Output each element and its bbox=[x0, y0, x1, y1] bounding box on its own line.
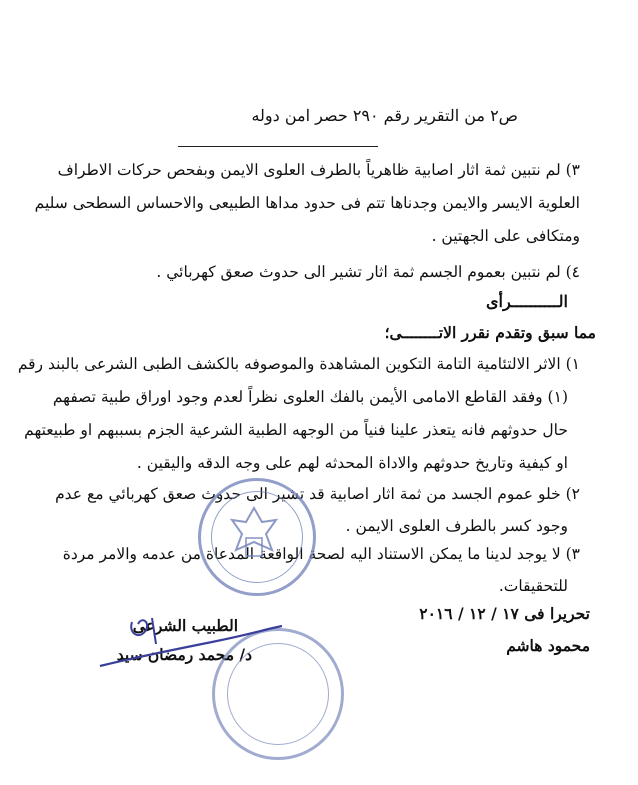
conclusion-line-8: للتحقيقات. bbox=[498, 577, 568, 595]
signature-title: الطبيب الشرعى bbox=[132, 616, 238, 635]
finding-line-1: ٣) لم نتبين ثمة اثار اصابية ظاهرياً بالطرف العلوى الايمن وبفحص حركات الاطراف bbox=[57, 161, 580, 179]
conclusion-intro: مما سبق وتقدم نقرر الاتــــــــى؛ bbox=[384, 323, 596, 342]
conclusion-line-7: ٣) لا يوجد لدينا ما يمكن الاستناد اليه لصحة الواقعة المدعاة من عدمه والامر مردة bbox=[62, 545, 580, 563]
finding-line-2: العلوية الايسر والايمن وجدناها تتم فى حدود مداها الطبيعى والاحساس السطحى سليم bbox=[34, 194, 580, 212]
clerk-name: محمود هاشم bbox=[506, 636, 590, 655]
conclusion-line-2: (١) وفقد القاطع الامامى الأيمن بالفك العلوى نظراً لعدم وجود اوراق طبية تصفهم bbox=[52, 388, 568, 406]
page-header: ص٢ من التقرير رقم ٢٩٠ حصر امن دوله bbox=[251, 106, 518, 125]
finding-line-4: ٤) لم نتبين بعموم الجسم ثمة اثار تشير الى حدوث صعق كهربائي . bbox=[156, 263, 580, 281]
conclusion-line-5: ٢) خلو عموم الجسد من ثمة اثار اصابية قد تشير الى حدوث صعق كهربائي مع عدم bbox=[55, 485, 580, 503]
header-divider bbox=[178, 146, 378, 147]
conclusion-line-4: او كيفية وتاريخ حدوثهم والاداة المحدثه لهم على وجه الدقه واليقين . bbox=[136, 454, 568, 472]
conclusion-line-3: حال حدوثهم فانه يتعذر علينا فنياً من الوجهه الطبية الشرعية الجزم بسببهم او طبيعتهم bbox=[24, 421, 568, 439]
conclusion-line-1: ١) الاثر الالتئامية التامة التكوين المشاهدة والموصوفه بالكشف الطبى الشرعى بالبند رقم bbox=[17, 355, 580, 373]
signature-name: د/ محمد رمضان سيد bbox=[116, 645, 252, 664]
finding-line-3: ومتكافى على الجهتين . bbox=[431, 227, 580, 245]
stamp-eagle-icon bbox=[198, 478, 310, 590]
report-date: تحريرا فى ١٧ / ١٢ / ٢٠١٦ bbox=[419, 604, 590, 623]
conclusion-line-6: وجود كسر بالطرف العلوى الايمن . bbox=[345, 517, 568, 535]
opinion-heading: الــــــــــرأى bbox=[486, 292, 568, 311]
handwritten-signature bbox=[92, 600, 292, 672]
